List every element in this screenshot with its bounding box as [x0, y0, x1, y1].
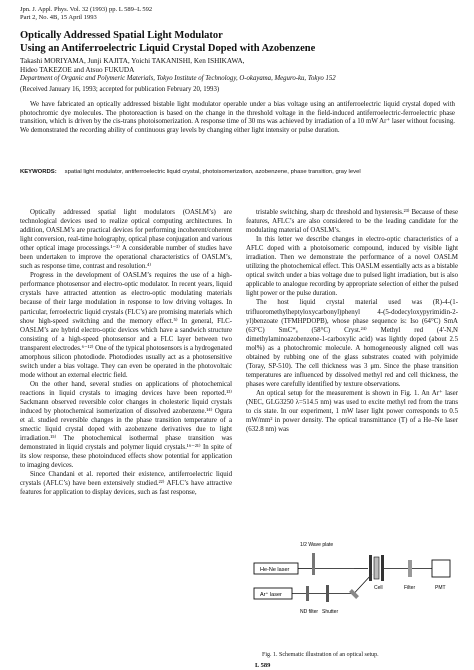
- polarizer-1: [369, 555, 372, 581]
- body-paragraph: An optical setup for the measurement is shown in Fig. 1. An Ar⁺ laser (NEC, GLG3250 λ=514.5 nm) was used to excite methyl red from the trans to cis state. In our experiment, 1 mW laser light power corresponds to 0.5 mW/mm² in power density. The optical transmittance (T) of a He–Ne laser (632.8 nm) was: [246, 389, 458, 434]
- pmt-box: [432, 560, 450, 577]
- body-paragraph: Progress in the development of OASLM’s requires the use of a high-performance photosensor and electro-optic modulator. In recent years, liquid crystals have attracted attention as electro-optic modulating materials because of their large modulation in response to low driving voltages. In particular, ferroelectric liquid crystals (FLC’s) are promising materials which show high-speed switching and the memory effect.⁵⁾ In general, FLC-OASLM’s are hybrid electro-optic devices which have a sandwich structure consisting of a high-speed photosensor and a FLC layer between two transparent electrodes.⁶⁻¹²⁾ One of the typical photosensors is a hydrogenated amorphous silicon photodiode. Photodiodes usually act as a photosensitive switch under a bias voltage. They can even be operated in the photovoltaic mode without an external electric field.: [20, 272, 232, 379]
- filter-label: Filter: [404, 585, 416, 591]
- waveplate-label: 1/2 Wave plate: [300, 542, 334, 548]
- title-line-1: Optically Addressed Spatial Light Modulator: [20, 30, 223, 41]
- pmt-label: PMT: [435, 585, 446, 591]
- ar-laser-label: Ar⁺ laser: [260, 592, 282, 598]
- body-paragraph: On the other hand, several studies on applications of photochemical reactions in liquid crystals to imaging devices have been reported.¹³⁾ Sackmann observed reversible color changes in cholesteric liquid crystals induced by photochemical isomerization of dissolved azobenzene.¹⁴⁾ Ogura et al. studied reversible changes in the phase transition temperature of a smectic liquid crystal doped with azobenzene derivatives due to light irradiation.¹⁵⁾ The photochemical isothermal phase transition was demonstrated in liquid crystals and polymer liquid crystals.¹⁶⁻²¹⁾ In spite of its slow response, these photoinduced effects show potential for application to imaging devices.: [20, 380, 232, 470]
- body-paragraph: Since Chandani et al. reported their existence, antiferroelectric liquid crystals (AFLC’s) have been extensively studied.²²⁾ AFLC’s have attractive features for application to display devices, such as fast response,: [20, 471, 232, 497]
- left-column: [20, 208, 232, 498]
- nd-filter-shape: [306, 586, 309, 601]
- journal-header: [20, 6, 152, 22]
- body-paragraph: In this letter we describe changes in electro-optic characteristics of a AFLC doped with a photoisomeric compound, induced by visible light irradiation. Then we demonstrate the performance of a novel OASLM utilizing the photochemical effect. This OASLM essentially acts as a bistable optical switch under a bias voltage due to pulsed light irradiation, but is also applicable to analogue recording by appropriate selection of either the pulsed light power or the pulse duration.: [246, 236, 458, 298]
- keywords-text: spatial light modulator, antiferroelectric liquid crystal, photoisomerization, azobenzene, phase transition, gray level: [64, 169, 361, 175]
- cell-shape: [374, 557, 379, 579]
- page-number: L 589: [255, 662, 271, 669]
- body-paragraph: Optically addressed spatial light modulators (OASLM’s) are technological devices used to realize optical computing architectures. In addition, OASLM’s are practical devices for performing incoherent/coherent light conversion, real-time holography, optical phase conjugation and various other optical image processings.¹⁻³⁾ A considerable number of studies have been undertaken to improve the operational characteristics of OASLM’s, such as response time, contrast and resolution.⁴⁾: [20, 209, 232, 271]
- keywords: [20, 168, 455, 176]
- journal-issue: Part 2, No. 4B, 15 April 1993: [20, 14, 97, 21]
- shutter-label: Shutter: [322, 609, 339, 615]
- authors-line-1: Takashi MORIYAMA, Junji KAJITA, Yoichi TAKANISHI, Ken ISHIKAWA,: [20, 57, 245, 65]
- optical-setup-figure: [246, 541, 458, 641]
- right-column: [246, 208, 458, 434]
- hene-laser-label: He-Ne laser: [260, 567, 290, 573]
- received-dates: (Received January 16, 1993; accepted for publication February 20, 1993): [20, 86, 220, 93]
- author-list: [20, 57, 460, 75]
- mirror-shape: [349, 589, 359, 599]
- polarizer-2: [381, 555, 384, 581]
- waveplate-shape: [312, 553, 315, 575]
- filter-shape: [408, 560, 412, 577]
- cell-label: Cell: [374, 585, 383, 591]
- journal-citation: Jpn. J. Appl. Phys. Vol. 32 (1993) pp. L 589–L 592: [20, 6, 153, 13]
- body-paragraph: The host liquid crystal material used was (R)-4-(1-trifluoromethylheptyloxycarbonyl)phenyl 4-(5-dodecyloxypyrimidin-2-yl)benzoate (TFMHPDOPB), whose phase sequence is: Iso (64°C) SmA (63°C) SmC*ₐ (58°C) Cryst.²⁴⁾ Methyl red (4′-N,N dimethylaminoazobenzene-1-carboxylic acid) was lightly doped (about 2.5 mol%) as a photochromic molecule. A homogeneously aligned cell was obtained by rubbing one of the glass substrates coated with polyimide (Toray, SP-510). The cell thickness was 3 μm. Since the phase transition temperatures are influenced by dissolved methyl red and cell thickness, the phases were carefully identified by texture observations.: [246, 299, 458, 388]
- paper-title: [20, 30, 460, 55]
- keywords-label: KEYWORDS:: [20, 169, 57, 175]
- shutter-shape: [326, 585, 329, 602]
- nd-filter-label: ND filter: [300, 609, 319, 615]
- affiliation: Department of Organic and Polymeric Materials, Tokyo Institute of Technology, O-okayama, Meguro-ku, Tokyo 152: [20, 75, 336, 82]
- abstract: We have fabricated an optically addressed bistable light modulator operable under a bias voltage using an antiferroelectric liquid crystal doped with photochromic dye molecules. The photoreaction is based on the change in the threshold voltage in the field-induced antiferroelectric-ferroelectric phase transition, which is driven by the cis-trans photoisomerization. A response time of 30 ms was achieved by irradiation of a 10 mW Ar⁺ laser without focusing. We demonstrated the recording ability of continuous gray levels by changing either light intensity or pulse duration.: [20, 101, 455, 134]
- figure-caption: Fig. 1. Schematic illustration of an optical setup.: [262, 652, 379, 658]
- authors-line-2: Hideo TAKEZOE and Atsuo FUKUDA: [20, 65, 135, 74]
- title-line-2: Using an Antiferroelectric Liquid Crystal Doped with Azobenzene: [20, 42, 316, 54]
- body-paragraph: tristable switching, sharp dc threshold and hysteresis.²³⁾ Because of these features, AFLC’s are also considered to be the leading candidate for the modulating material of OASLM’s.: [246, 209, 458, 235]
